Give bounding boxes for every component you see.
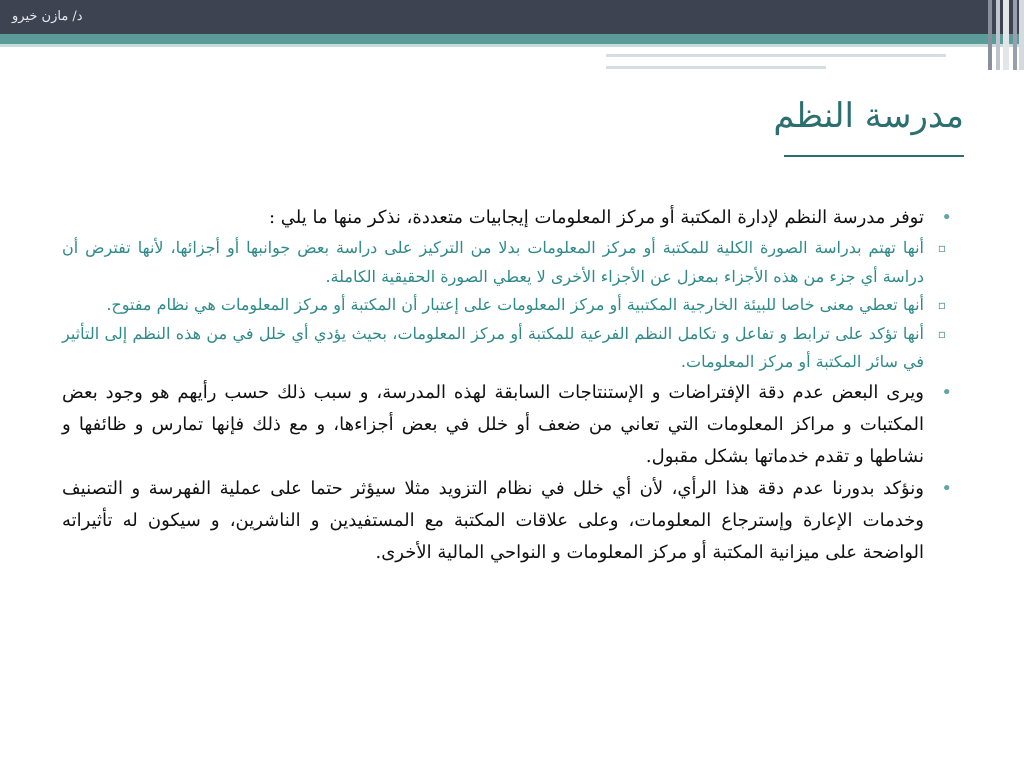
sub-marker: ▫: [937, 298, 946, 312]
bullet-marker: •: [941, 381, 952, 403]
sub-point: [62, 234, 952, 291]
sub-point: [62, 291, 952, 320]
decorative-strip: [988, 0, 1024, 70]
teal-band: [0, 34, 1024, 44]
accent-line-top: [606, 54, 946, 57]
slide-title: مدرسة النظم: [773, 96, 964, 136]
accent-line-bottom: [606, 66, 826, 69]
bullet-marker: •: [941, 477, 952, 499]
title-underline: [784, 155, 964, 157]
header-bar: [0, 0, 1024, 34]
bullet-paragraph-3: [62, 473, 952, 569]
sub-points-list: [62, 234, 952, 377]
bullet-intro: [62, 202, 952, 234]
sub-point: [62, 320, 952, 377]
sub-marker: ▫: [937, 326, 946, 341]
sub-point-text: أنها تعطي معنى خاصا للبيئة الخارجية المكتبية أو مركز المعلومات على إعتبار أن المكتبة أو مركز المعلومات هي نظام مفتوح.: [106, 295, 924, 314]
paragraph-3-text: ونؤكد بدورنا عدم دقة هذا الرأي، لأن أي خلل في نظام التزويد مثلا سيؤثر حتما على عملية الفهرسة و التصنيف وخدمات الإعارة وإسترجاع المعلومات، وعلى علاقات المكتبة مع المستفيدين و الناشرين، و سيكون له تأثيراته الواضحة على ميزانية المكتبة أو مركز المعلومات و النواحي المالية الأخرى.: [62, 477, 924, 563]
slide-content: [62, 202, 952, 569]
pale-band: [0, 44, 1024, 47]
intro-text: توفر مدرسة النظم لإدارة المكتبة أو مركز المعلومات إيجابيات متعددة، نذكر منها ما يلي :: [269, 207, 924, 228]
sub-point-text: أنها تهتم بدراسة الصورة الكلية للمكتبة أو مركز المعلومات بدلا من التركيز على دراسة بعض جوانبها أو أجزائها، لأنها تفترض أن دراسة أي جزء من هذه الأجزاء بمعزل عن الأجزاء الأخرى لا يعطي الصورة الحقيقية الكاملة.: [62, 238, 924, 286]
sub-marker: ▫: [937, 241, 946, 255]
paragraph-2-text: ويرى البعض عدم دقة الإفتراضات و الإستنتاجات السابقة لهذه المدرسة، و سبب ذلك حسب رأيهم هو وجود بعض المكتبات و مراكز المعلومات التي تعاني من ضعف أو خلل في بعض أجزاءها، و مع ذلك فإنها تمارس و ظائفها و نشاطها و تقدم خدماتها بشكل مقبول.: [62, 381, 924, 467]
author-label: د/ مازن خيرو: [12, 9, 83, 24]
bullet-marker: •: [941, 207, 952, 228]
sub-point-text: أنها تؤكد على ترابط و تفاعل و تكامل النظم الفرعية للمكتبة أو مركز المعلومات، بحيث يؤدي أي خلل في من هذه النظم إلى التأثير في سائر المكتبة أو مركز المعلومات.: [62, 323, 924, 371]
bullet-paragraph-2: [62, 377, 952, 473]
